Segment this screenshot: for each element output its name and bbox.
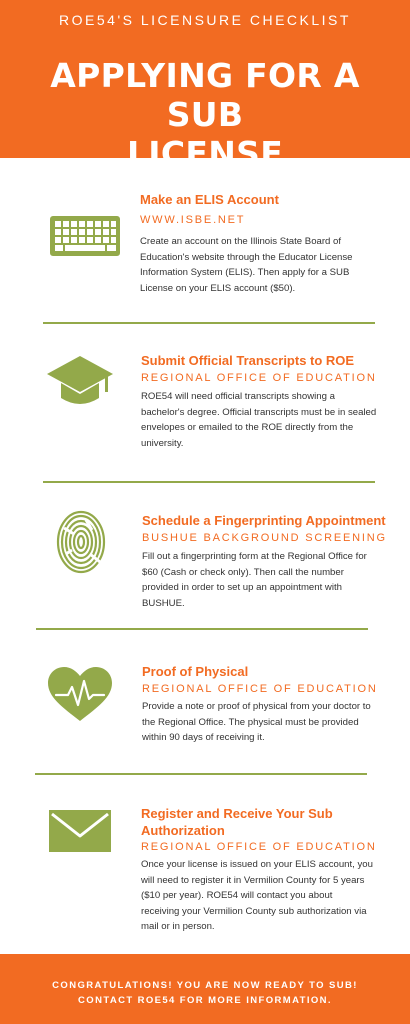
footer-congrats: CONGRATULATIONS! YOU ARE NOW READY TO SUB! — [52, 980, 358, 991]
section-subtitle: REGIONAL OFFICE OF EDUCATION — [142, 683, 378, 695]
heart-pulse-icon — [48, 667, 112, 723]
section-body: ROE54 will need official transcripts showing a bachelor's degree. Official transcripts must be in sealed envelopes or emailed to the ROE directly from the university. — [141, 391, 377, 449]
header-kicker: ROE54'S LICENSURE CHECKLIST — [59, 12, 351, 28]
fingerprint-icon — [56, 510, 106, 574]
section-body: Create an account on the Illinois State Board of Education's website through the Educator License Information System (ELIS). Then apply for a SUB License on your ELIS account ($50). — [140, 236, 353, 294]
section-title: Submit Official Transcripts to ROE — [141, 353, 355, 368]
section-body: Once your license is issued on your ELIS account, you will need to register it in Vermilion County for 5 years ($10 per year). ROE54 will contact you about receiving your Vermilion County sub authorization via mail or in person. — [141, 859, 373, 933]
footer-banner — [0, 954, 410, 1024]
section-title: Make an ELIS Account — [140, 192, 279, 207]
section-divider — [36, 628, 368, 630]
section-divider — [43, 322, 375, 324]
page-title — [20, 56, 390, 173]
section-subtitle: REGIONAL OFFICE OF EDUCATION — [141, 372, 377, 384]
page-title-line-2: LICENSE — [126, 134, 284, 173]
section-subtitle: WWW.ISBE.NET — [140, 214, 246, 226]
section-title: Register and Receive Your Sub Authorization — [141, 806, 333, 838]
section-body: Provide a note or proof of physical from your doctor to the Regional Office. The physical must be provided within 90 days of receiving it. — [142, 701, 371, 744]
section-subtitle: BUSHUE BACKGROUND SCREENING — [142, 532, 387, 544]
section-divider — [43, 481, 375, 483]
page-title-line-1: APPLYING FOR A SUB — [50, 56, 360, 134]
footer-contact: CONTACT ROE54 FOR MORE INFORMATION. — [78, 995, 332, 1006]
section-subtitle: REGIONAL OFFICE OF EDUCATION — [141, 841, 377, 853]
header-banner — [0, 0, 410, 173]
section-title: Schedule a Fingerprinting Appointment — [142, 513, 386, 528]
section-body: Fill out a fingerprinting form at the Regional Office for $60 (Cash or check only). Then call the number provided in order to set up an appointment with BUSHUE. — [142, 551, 367, 609]
envelope-icon — [49, 810, 111, 852]
section-title: Proof of Physical — [142, 664, 249, 679]
graduation-cap-icon — [47, 354, 113, 412]
section-divider — [35, 773, 367, 775]
keyboard-icon — [50, 216, 120, 256]
